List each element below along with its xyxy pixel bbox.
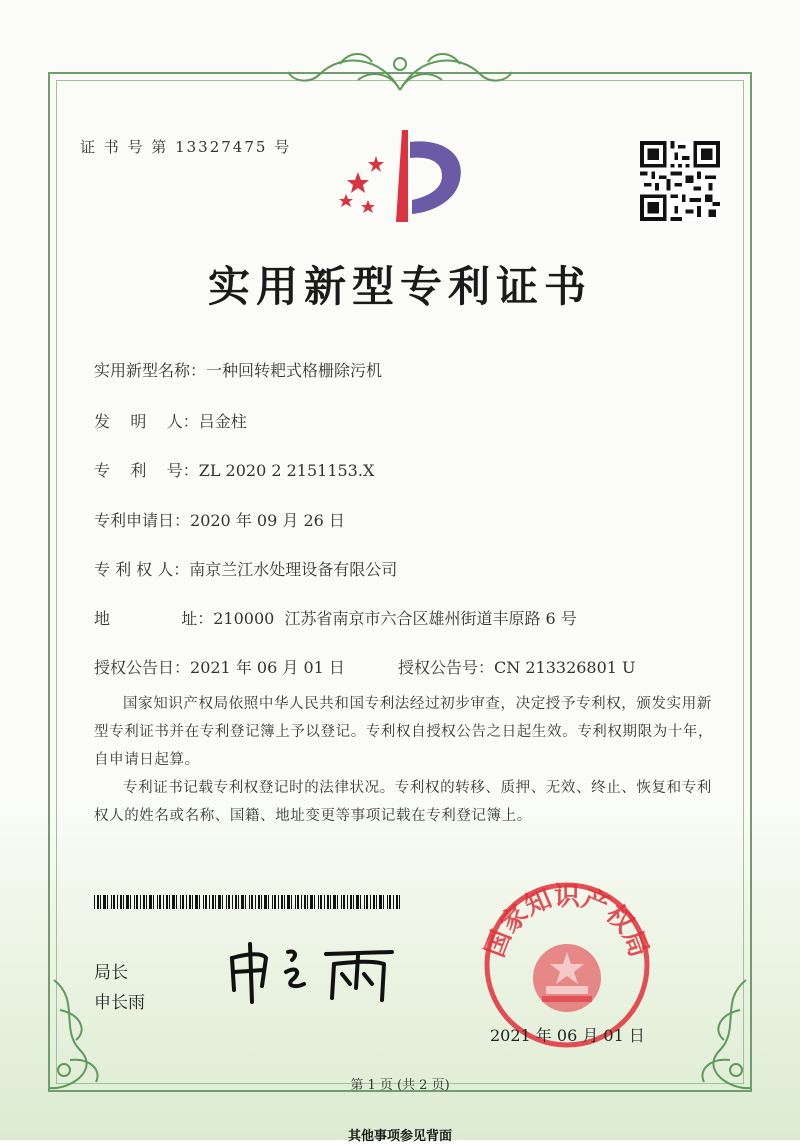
patent-number-row	[94, 458, 374, 481]
application-date-row	[94, 508, 345, 531]
field-label: 授权公告号：	[398, 658, 495, 677]
announcement-number: CN 213326801 U	[494, 658, 636, 677]
announcement-date-row	[94, 655, 345, 678]
field-label: 实用新型名称：	[94, 361, 207, 380]
field-label: 专 利 权 人：	[94, 560, 190, 579]
patent-number: ZL 2020 2 2151153.X	[198, 461, 375, 480]
certificate-title: 实用新型专利证书	[207, 262, 592, 311]
signatory-name: 申长雨	[94, 993, 145, 1013]
qr-code	[640, 141, 720, 221]
field-label: 专 利 号：	[94, 461, 199, 480]
legal-status-paragraph: 专利证书记载专利权登记时的法律状况。专利权的转移、质押、无效、终止、恢复和专利权人的姓名或名称、国籍、地址变更等事项记载在专利登记簿上。	[94, 780, 712, 824]
utility-model-name-row	[94, 358, 382, 381]
inventor-row	[94, 409, 247, 432]
seal-date: 2021 年 06 月 01 日	[490, 1026, 645, 1045]
signatory-title: 局长	[94, 963, 128, 983]
announcement-date: 2021 年 06 月 01 日	[190, 658, 345, 677]
grant-paragraph: 国家知识产权局依照中华人民共和国专利法经过初步审查，决定授予专利权，颁发实用新型专利证书并在专利登记簿上予以登记。专利权自授权公告之日起生效。专利权期限为十年，自申请日起算。	[94, 696, 714, 768]
field-label: 发 明 人：	[94, 412, 199, 431]
seal-text: 国家知识产权局	[480, 882, 654, 962]
page-number: 第 1 页 (共 2 页)	[350, 1078, 450, 1093]
handwritten-signature	[222, 938, 402, 1004]
top-floral-ornament	[280, 44, 520, 100]
back-note: 其他事项参见背面	[347, 1129, 452, 1144]
barcode	[94, 895, 404, 909]
utility-model-name: 一种回转耙式格栅除污机	[206, 361, 383, 380]
patent-office-emblem	[338, 124, 468, 228]
field-label: 地 址：	[94, 609, 214, 628]
application-date: 2020 年 09 月 26 日	[190, 511, 345, 530]
address: 210000 江苏省南京市六合区雄州街道丰原路 6 号	[213, 609, 577, 628]
inventor-name: 吕金柱	[198, 412, 247, 431]
certificate-number: 证 书 号 第 13327475 号	[80, 138, 292, 156]
announcement-number-row	[398, 655, 636, 678]
field-label: 授权公告日：	[94, 658, 191, 677]
address-row	[94, 606, 577, 629]
field-label: 专利申请日：	[94, 511, 191, 530]
patentee-row	[94, 557, 397, 580]
patentee-name: 南京兰江水处理设备有限公司	[189, 560, 398, 579]
